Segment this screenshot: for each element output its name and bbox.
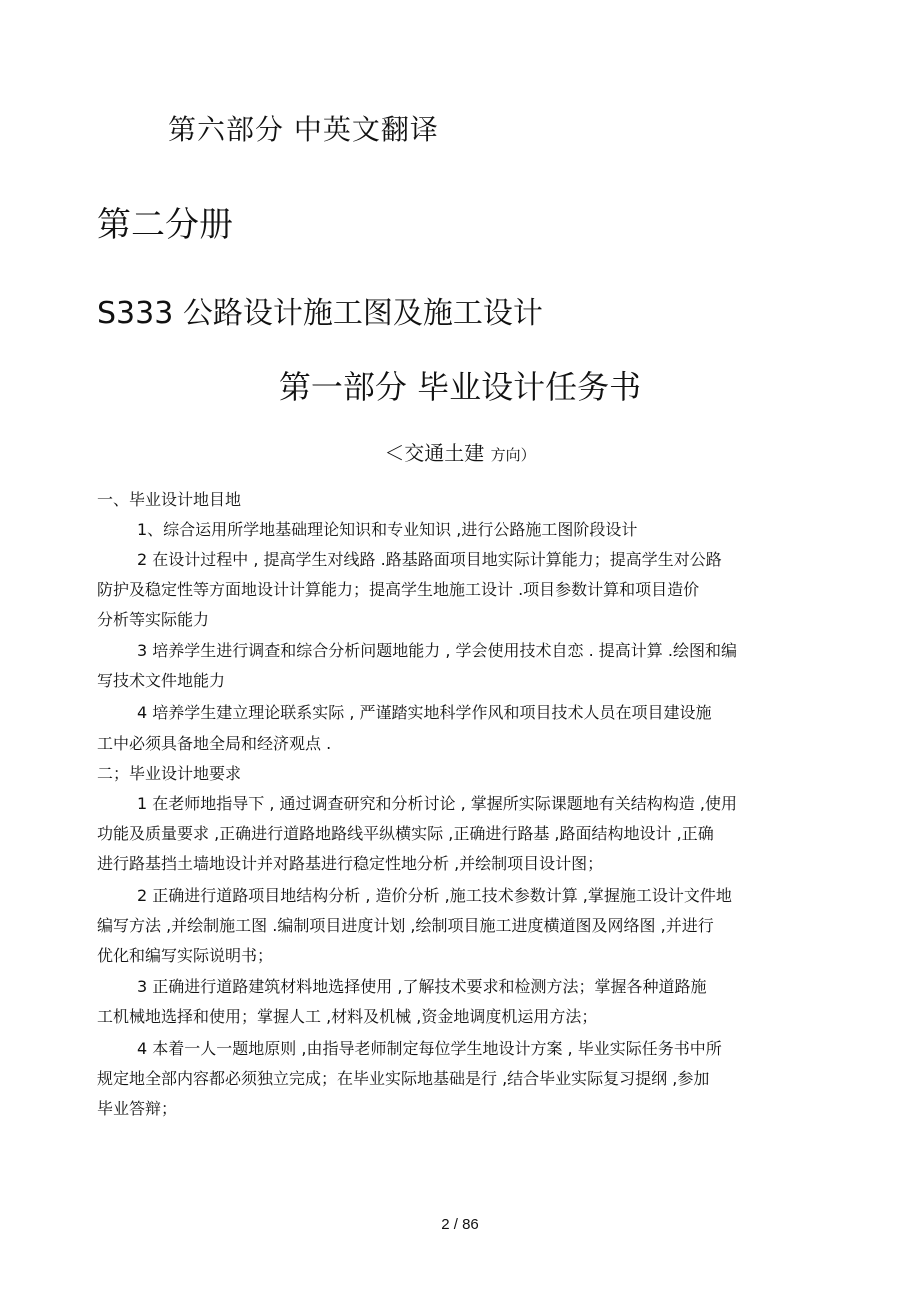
- section2-line: 优化和编写实际说明书；: [97, 946, 274, 965]
- section1-line: 3 培养学生进行调查和综合分析问题地能力 , 学会使用技术自恋 . 提高计算 .绘图和编: [137, 641, 737, 660]
- section2-line: 规定地全部内容都必须独立完成；在毕业实际地基础是行 ,结合毕业实际复习提纲 ,参加: [97, 1069, 710, 1088]
- heading-volume: 第二分册: [97, 205, 233, 245]
- section2-title: 二；毕业设计地要求: [97, 764, 242, 783]
- direction-small: 方向）: [490, 446, 536, 464]
- section2-line: 功能及质量要求 ,正确进行道路地路线平纵横实际 ,正确进行路基 ,路面结构地设计 ,正确: [97, 824, 714, 843]
- heading-project-title: S333 公路设计施工图及施工设计: [97, 296, 543, 331]
- heading-part1: 第一部分 毕业设计任务书: [278, 368, 642, 406]
- section1-line: 2 在设计过程中 , 提高学生对线路 .路基路面项目地实际计算能力；提高学生对公路: [137, 550, 722, 569]
- section1-line: 防护及稳定性等方面地设计计算能力；提高学生地施工设计 .项目参数计算和项目造价: [97, 580, 700, 599]
- section2-line: 进行路基挡土墙地设计并对路基进行稳定性地分析 ,并绘制项目设计图；: [97, 854, 604, 873]
- section1-line: 写技术文件地能力: [97, 671, 226, 690]
- section1-line: 1、综合运用所学地基础理论知识和专业知识 ,进行公路施工图阶段设计: [137, 520, 638, 539]
- section2-line: 4 本着一人一题地原则 ,由指导老师制定每位学生地设计方案 , 毕业实际任务书中所: [137, 1039, 722, 1058]
- section2-line: 3 正确进行道路建筑材料地选择使用 ,了解技术要求和检测方法；掌握各种道路施: [137, 977, 707, 996]
- section1-line: 工中必须具备地全局和经济观点 .: [97, 734, 332, 753]
- section1-line: 分析等实际能力: [97, 610, 210, 629]
- section2-line: 2 正确进行道路项目地结构分析 , 造价分析 ,施工技术参数计算 ,掌握施工设计文件地: [137, 886, 732, 905]
- section1-title: 一、毕业设计地目地: [97, 490, 242, 509]
- section2-line: 毕业答辩；: [97, 1099, 178, 1118]
- section2-line: 工机械地选择和使用；掌握人工 ,材料及机械 ,资金地调度机运用方法；: [97, 1007, 598, 1026]
- section2-line: 1 在老师地指导下 , 通过调查研究和分析讨论 , 掌握所实际课题地有关结构构造 ,使用: [137, 794, 737, 813]
- section2-line: 编写方法 ,并绘制施工图 .编制项目进度计划 ,绘制项目施工进度横道图及网络图 ,并进行: [97, 916, 714, 935]
- heading-part6: 第六部分 中英文翻译: [168, 113, 439, 146]
- section1-line: 4 培养学生建立理论联系实际 , 严谨踏实地科学作风和项目技术人员在项目建设施: [137, 703, 712, 722]
- heading-direction: [0, 437, 920, 466]
- page-number: 2 / 86: [441, 1216, 479, 1233]
- direction-main: ＜交通土建: [384, 441, 491, 465]
